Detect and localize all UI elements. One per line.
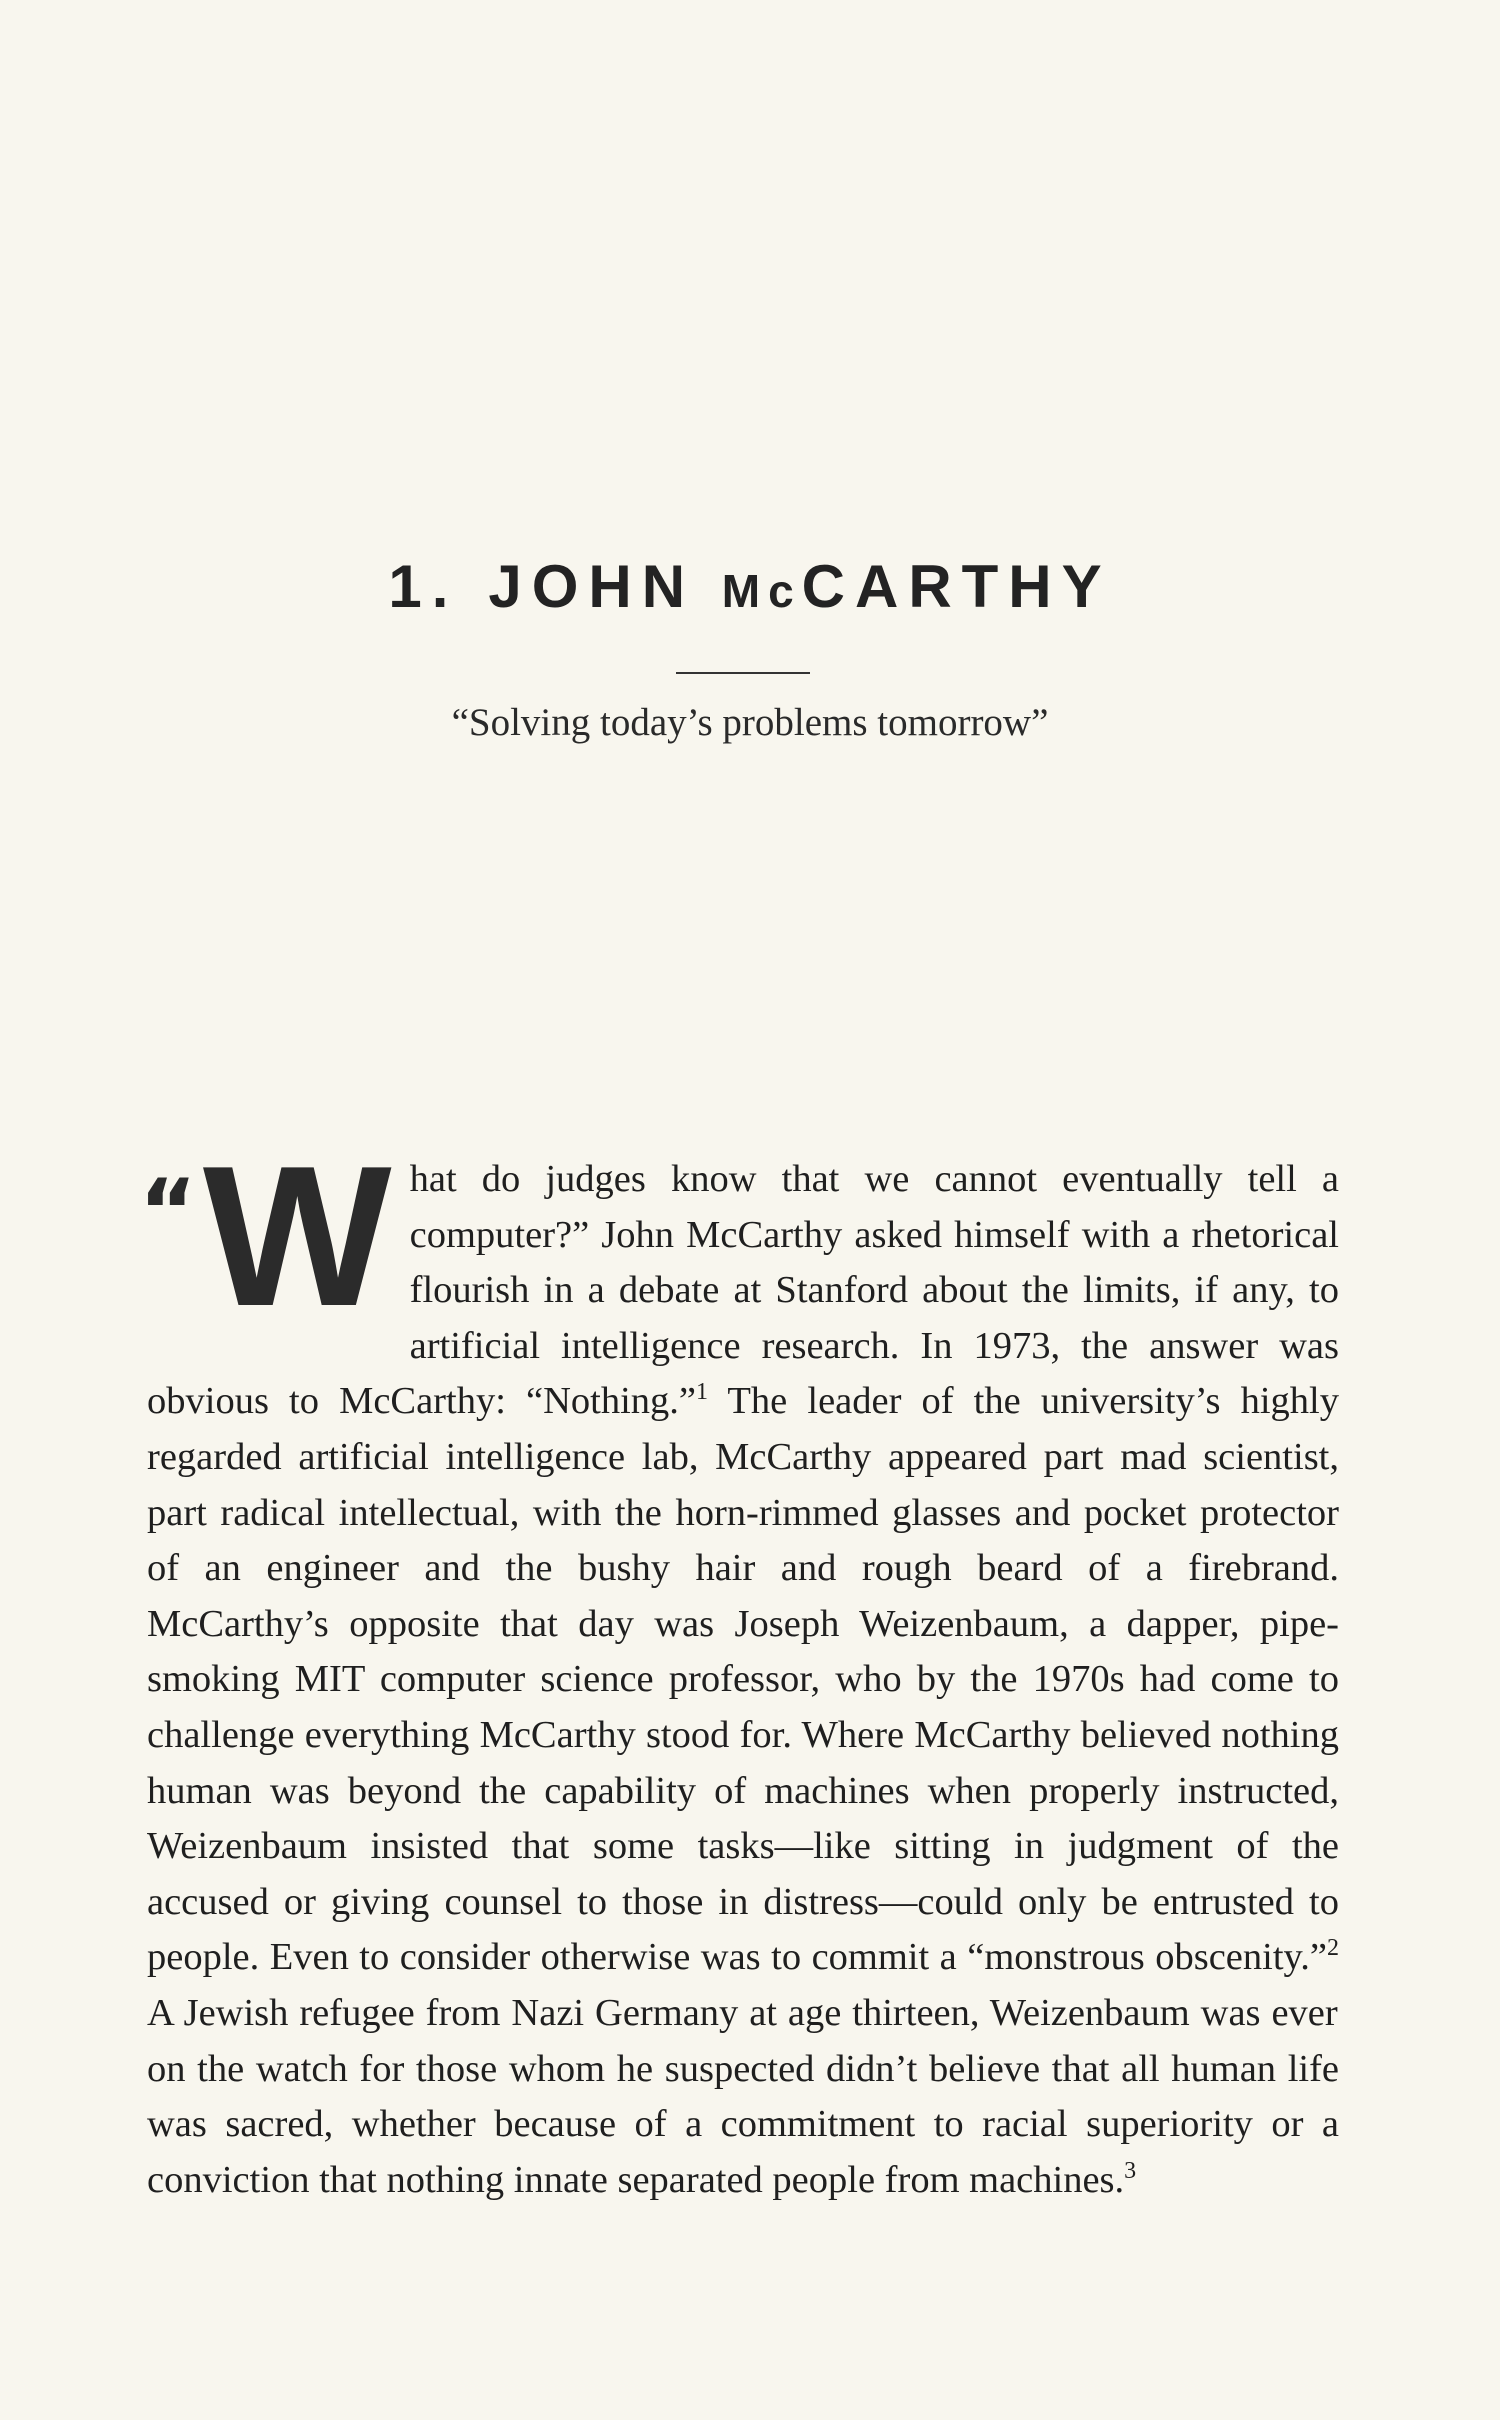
chapter-heading bbox=[0, 552, 1500, 621]
chapter-title-first: JOHN bbox=[488, 553, 696, 620]
heading-rule bbox=[676, 672, 810, 674]
footnote-marker-2[interactable]: 2 bbox=[1327, 1935, 1339, 1962]
chapter-number: 1. bbox=[388, 553, 459, 620]
footnote-marker-3[interactable]: 3 bbox=[1124, 2157, 1137, 2184]
paragraph-segment-1: hat do judges know that we cannot eventually tell a computer?” John McCarthy asked himself with a rhetorical flourish in a debate at Stanford about the limits, if any, to artificial intelligence research. In 1973, the answer was obvious to McCarthy: “Nothing.” bbox=[147, 1158, 1339, 1423]
opening-quote-mark: “ bbox=[139, 1160, 197, 1263]
drop-cap: W bbox=[202, 1125, 392, 1348]
paragraph-segment-3: A Jewish refugee from Nazi Germany at age thirteen, Weizenbaum was ever on the watch for those whom he suspected didn’t believe that all human life was sacred, whether because of a commitment to racial superiority or a conviction that nothing innate separated people from machines. bbox=[147, 1991, 1339, 2201]
chapter-title-rest: CARTHY bbox=[801, 553, 1112, 620]
body-text bbox=[139, 1125, 1339, 2208]
paragraph-segment-2: The leader of the university’s highly regarded artificial intelligence lab, McCarthy appeared part mad scientist, part radical intellectual, with the horn-rimmed glasses and pocket protector of an engineer and the bushy hair and rough beard of a firebrand. McCarthy’s opposite that day was Joseph Weizenbaum, a dapper, pipe-smoking MIT computer science professor, who by the 1970s had come to challenge everything McCarthy stood for. Where McCarthy believed nothing human was beyond the capability of machines when properly instructed, Weizenbaum insisted that some tasks—like sitting in judgment of the accused or giving counsel to those in distress—could only be entrusted to people. Even to consider otherwise was to commit a “monstrous obscenity.” bbox=[147, 1380, 1339, 1979]
footnote-marker-1[interactable]: 1 bbox=[696, 1379, 708, 1406]
chapter-title-mc: Mc bbox=[721, 565, 802, 617]
chapter-epigraph: “Solving today’s problems tomorrow” bbox=[451, 701, 1049, 744]
drop-cap-block bbox=[139, 1125, 392, 1348]
